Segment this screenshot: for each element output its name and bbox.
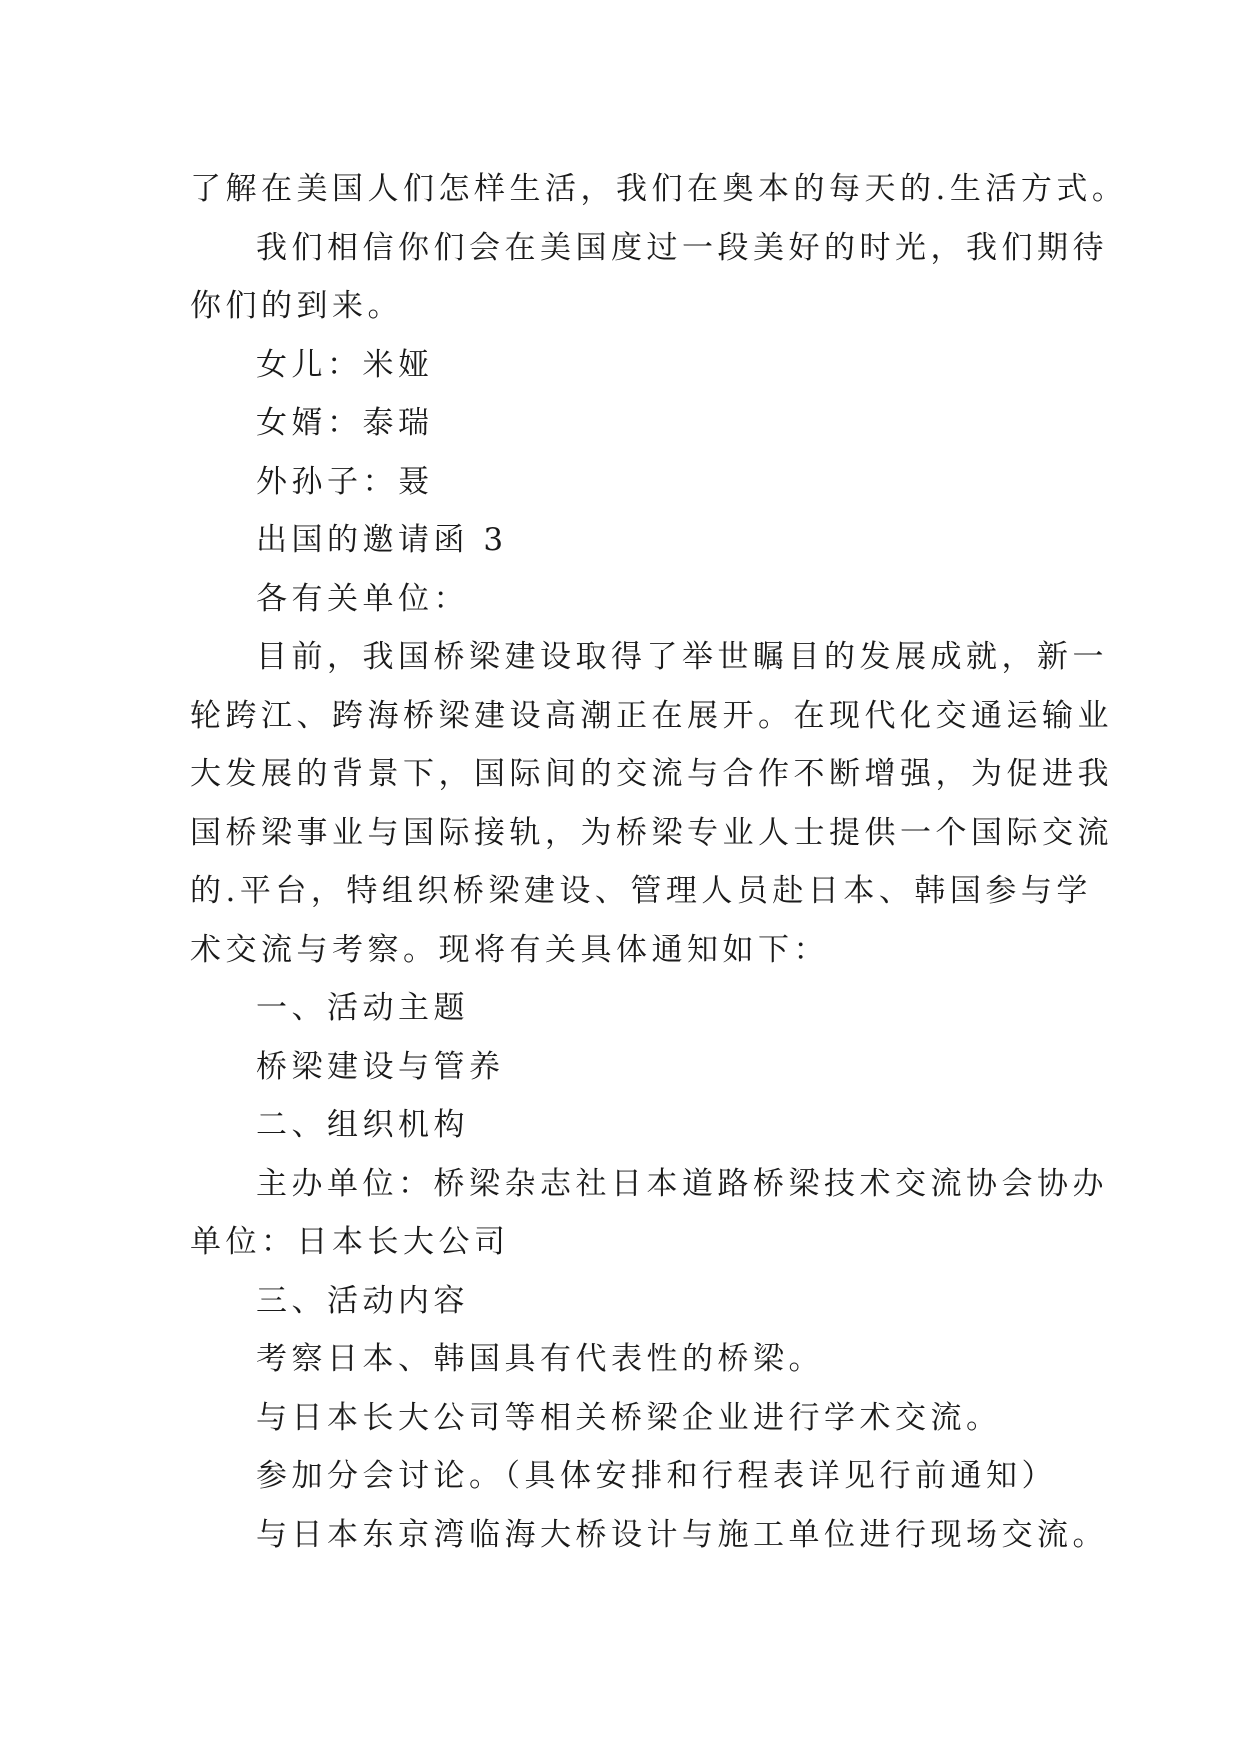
heading-activity-content: 三、活动内容 [256,1282,469,1319]
heading-organization: 二、组织机构 [256,1107,469,1143]
text-line: 了解在美国人们怎样生活，我们在奥本的每天的.生活方式。 [190,171,1128,207]
paragraph-line: 目前，我国桥梁建设取得了举世瞩目的发展成就，新一 [256,639,1108,675]
signature-son-in-law: 女婿：泰瑞 [256,405,434,441]
salutation: 各有关单位： [256,580,469,617]
paragraph-line: 与日本东京湾临海大桥设计与施工单位进行现场交流。 [256,1516,1108,1553]
text-line: 国桥梁事业与国际接轨，为桥梁专业人士提供一个国际交流 [190,814,1113,851]
text-line: 你们的到来。 [190,288,403,324]
paragraph-line: 参加分会讨论。（具体安排和行程表详见行前通知） [256,1458,1057,1494]
text-line: 术交流与考察。现将有关具体通知如下： [190,931,829,968]
paragraph-line: 与日本长大公司等相关桥梁企业进行学术交流。 [256,1399,1002,1436]
section-title: 出国的邀请函 3 [256,522,508,558]
document-page [190,160,1128,1564]
text-line: 轮跨江、跨海桥梁建设高潮正在展开。在现代化交通运输业 [190,697,1113,734]
signature-daughter: 女儿：米娅 [256,346,434,383]
text-line: 大发展的背景下，国际间的交流与合作不断增强，为促进我 [190,756,1113,792]
paragraph-line: 我们相信你们会在美国度过一段美好的时光，我们期待 [256,229,1108,266]
heading-activity-theme: 一、活动主题 [256,990,469,1026]
paragraph-line: 主办单位：桥梁杂志社日本道路桥梁技术交流协会协办 [256,1165,1108,1202]
paragraph-line: 考察日本、韩国具有代表性的桥梁。 [256,1341,824,1377]
text-line: 的.平台，特组织桥梁建设、管理人员赴日本、韩国参与学 [190,873,1092,909]
signature-grandson: 外孙子：聂 [256,463,434,500]
text-line: 单位：日本长大公司 [190,1224,510,1260]
paragraph-line: 桥梁建设与管养 [256,1048,505,1085]
